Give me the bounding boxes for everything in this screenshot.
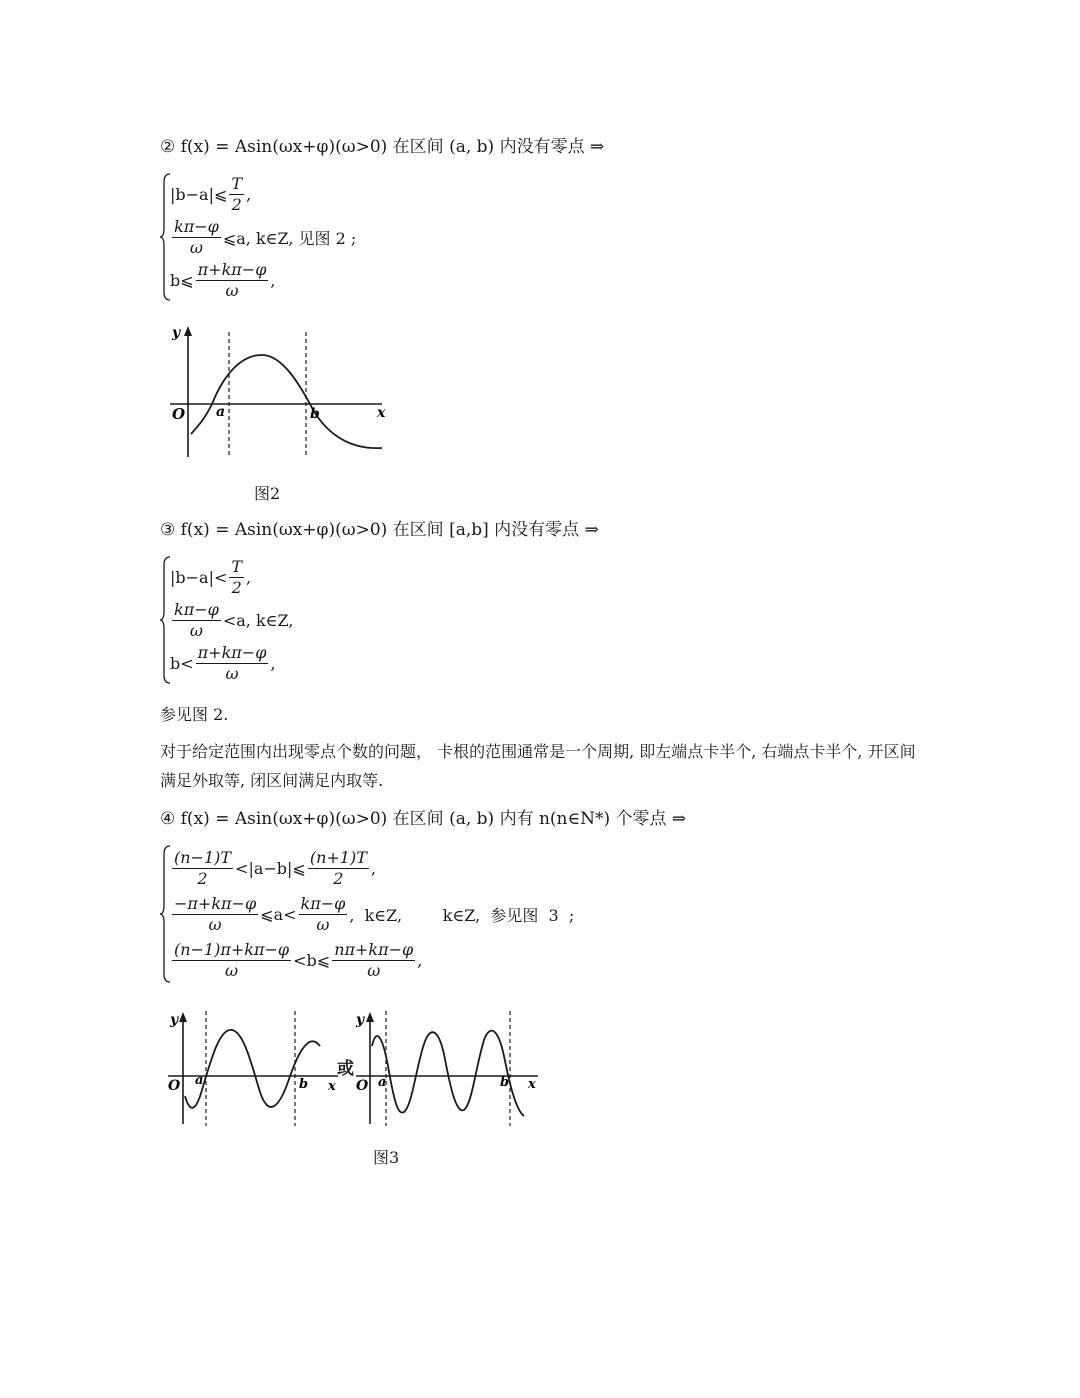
figure-3-caption: 图3 [373, 1148, 400, 1167]
fraction: $\frac{k\pi-\varphi}{\omega}$ [174, 599, 219, 640]
label-y: y [170, 1012, 179, 1028]
label-a: a [216, 404, 226, 420]
case2-row3: b⩽ $\frac{\pi+k\pi-\varphi}{\omega}$ , [170, 259, 276, 300]
figure-3-right-graph [352, 1006, 544, 1128]
case4-header: ④ f(x) = Asin(ωx+φ)(ω>0) 在区间 (a, b) 内有 n(n∈N*) 个零点 ⇒ [160, 809, 687, 829]
label-b: b [500, 1075, 510, 1090]
fraction: $\frac{k\pi-\varphi}{\omega}$ [300, 893, 346, 934]
label-a: a [378, 1075, 387, 1090]
case3-system [160, 555, 560, 685]
fraction: $\frac{T}{2}$ [231, 556, 243, 597]
fraction: $\frac{(n-1)\pi+k\pi-\varphi}{\omega}$ [174, 939, 290, 980]
label-origin: O [356, 1078, 369, 1094]
sine-curve [372, 1031, 524, 1116]
label-y: y [356, 1012, 365, 1028]
case4-row1: $\frac{(n-1)T}{2}$ <|a−b|⩽ $\frac{(n+1)T}{2}$ , [174, 847, 376, 888]
case2-system [160, 172, 560, 302]
y-arrow-icon [366, 1012, 374, 1022]
case2-header: ② f(x) = Asin(ωx+φ)(ω>0) 在区间 (a, b) 内没有零点 ⇒ [160, 137, 605, 157]
case2-row1: |b−a|⩽ $\frac{T}{2}$ , [170, 173, 252, 214]
explanation-paragraph: 对于给定范围内出现零点个数的问题， 卡根的范围通常是一个周期, 即左端点卡半个, 右端点卡半个, 开区间满足外取等, 闭区间满足内取等. [160, 742, 916, 790]
figure-2-graph [160, 322, 390, 464]
y-arrow-icon [179, 1012, 187, 1022]
case3-row3: b< $\frac{\pi+k\pi-\varphi}{\omega}$ , [170, 642, 276, 683]
fraction: $\frac{\pi+k\pi-\varphi}{\omega}$ [197, 259, 267, 300]
label-x: x [328, 1079, 336, 1094]
figure-2-caption: 图2 [254, 484, 281, 503]
sine-curve [185, 1030, 320, 1108]
label-origin: O [168, 1078, 181, 1094]
label-origin: O [172, 405, 186, 423]
case4-row3: $\frac{(n-1)\pi+k\pi-\varphi}{\omega}$ <b⩽ $\frac{n\pi+k\pi-\varphi}{\omega}$ , [174, 939, 423, 980]
label-x: x [528, 1077, 536, 1092]
case3-header: ③ f(x) = Asin(ωx+φ)(ω>0) 在区间 [a,b] 内没有零点 ⇒ [160, 520, 599, 540]
figure-3-left-graph [160, 1006, 340, 1128]
sine-curve [191, 355, 382, 448]
or-label: 或 [337, 1059, 354, 1079]
label-x: x [377, 405, 386, 421]
see-figure-2: 参见图 2. [160, 705, 229, 724]
case3-row2: $\frac{k\pi-\varphi}{\omega}$ <a, k∈Z, [174, 599, 294, 640]
y-arrow-icon [184, 326, 192, 336]
case3-row1: |b−a|< $\frac{T}{2}$ , [170, 556, 252, 597]
case4-system [160, 844, 680, 984]
fraction: $\frac{(n-1)T}{2}$ [174, 847, 232, 888]
fraction: $\frac{k\pi-\varphi}{\omega}$ [174, 216, 219, 257]
label-b: b [310, 406, 320, 422]
fraction: $\frac{-\pi+k\pi-\varphi}{\omega}$ [174, 893, 257, 934]
case2-row2: $\frac{k\pi-\varphi}{\omega}$ ⩽a, k∈Z, 见图 2 ; [174, 216, 357, 257]
fraction: $\frac{\pi+k\pi-\varphi}{\omega}$ [197, 642, 267, 683]
label-b: b [299, 1077, 309, 1092]
label-a: a [195, 1073, 204, 1088]
label-y: y [172, 325, 181, 341]
case4-row2: $\frac{-\pi+k\pi-\varphi}{\omega}$ ⩽a< $\frac{k\pi-\varphi}{\omega}$ , k∈Z, k∈Z, 参见图 3 ; [174, 893, 575, 934]
fraction: $\frac{T}{2}$ [231, 173, 243, 214]
fraction: $\frac{n\pi+k\pi-\varphi}{\omega}$ [334, 939, 414, 980]
fraction: $\frac{(n+1)T}{2}$ [309, 847, 367, 888]
